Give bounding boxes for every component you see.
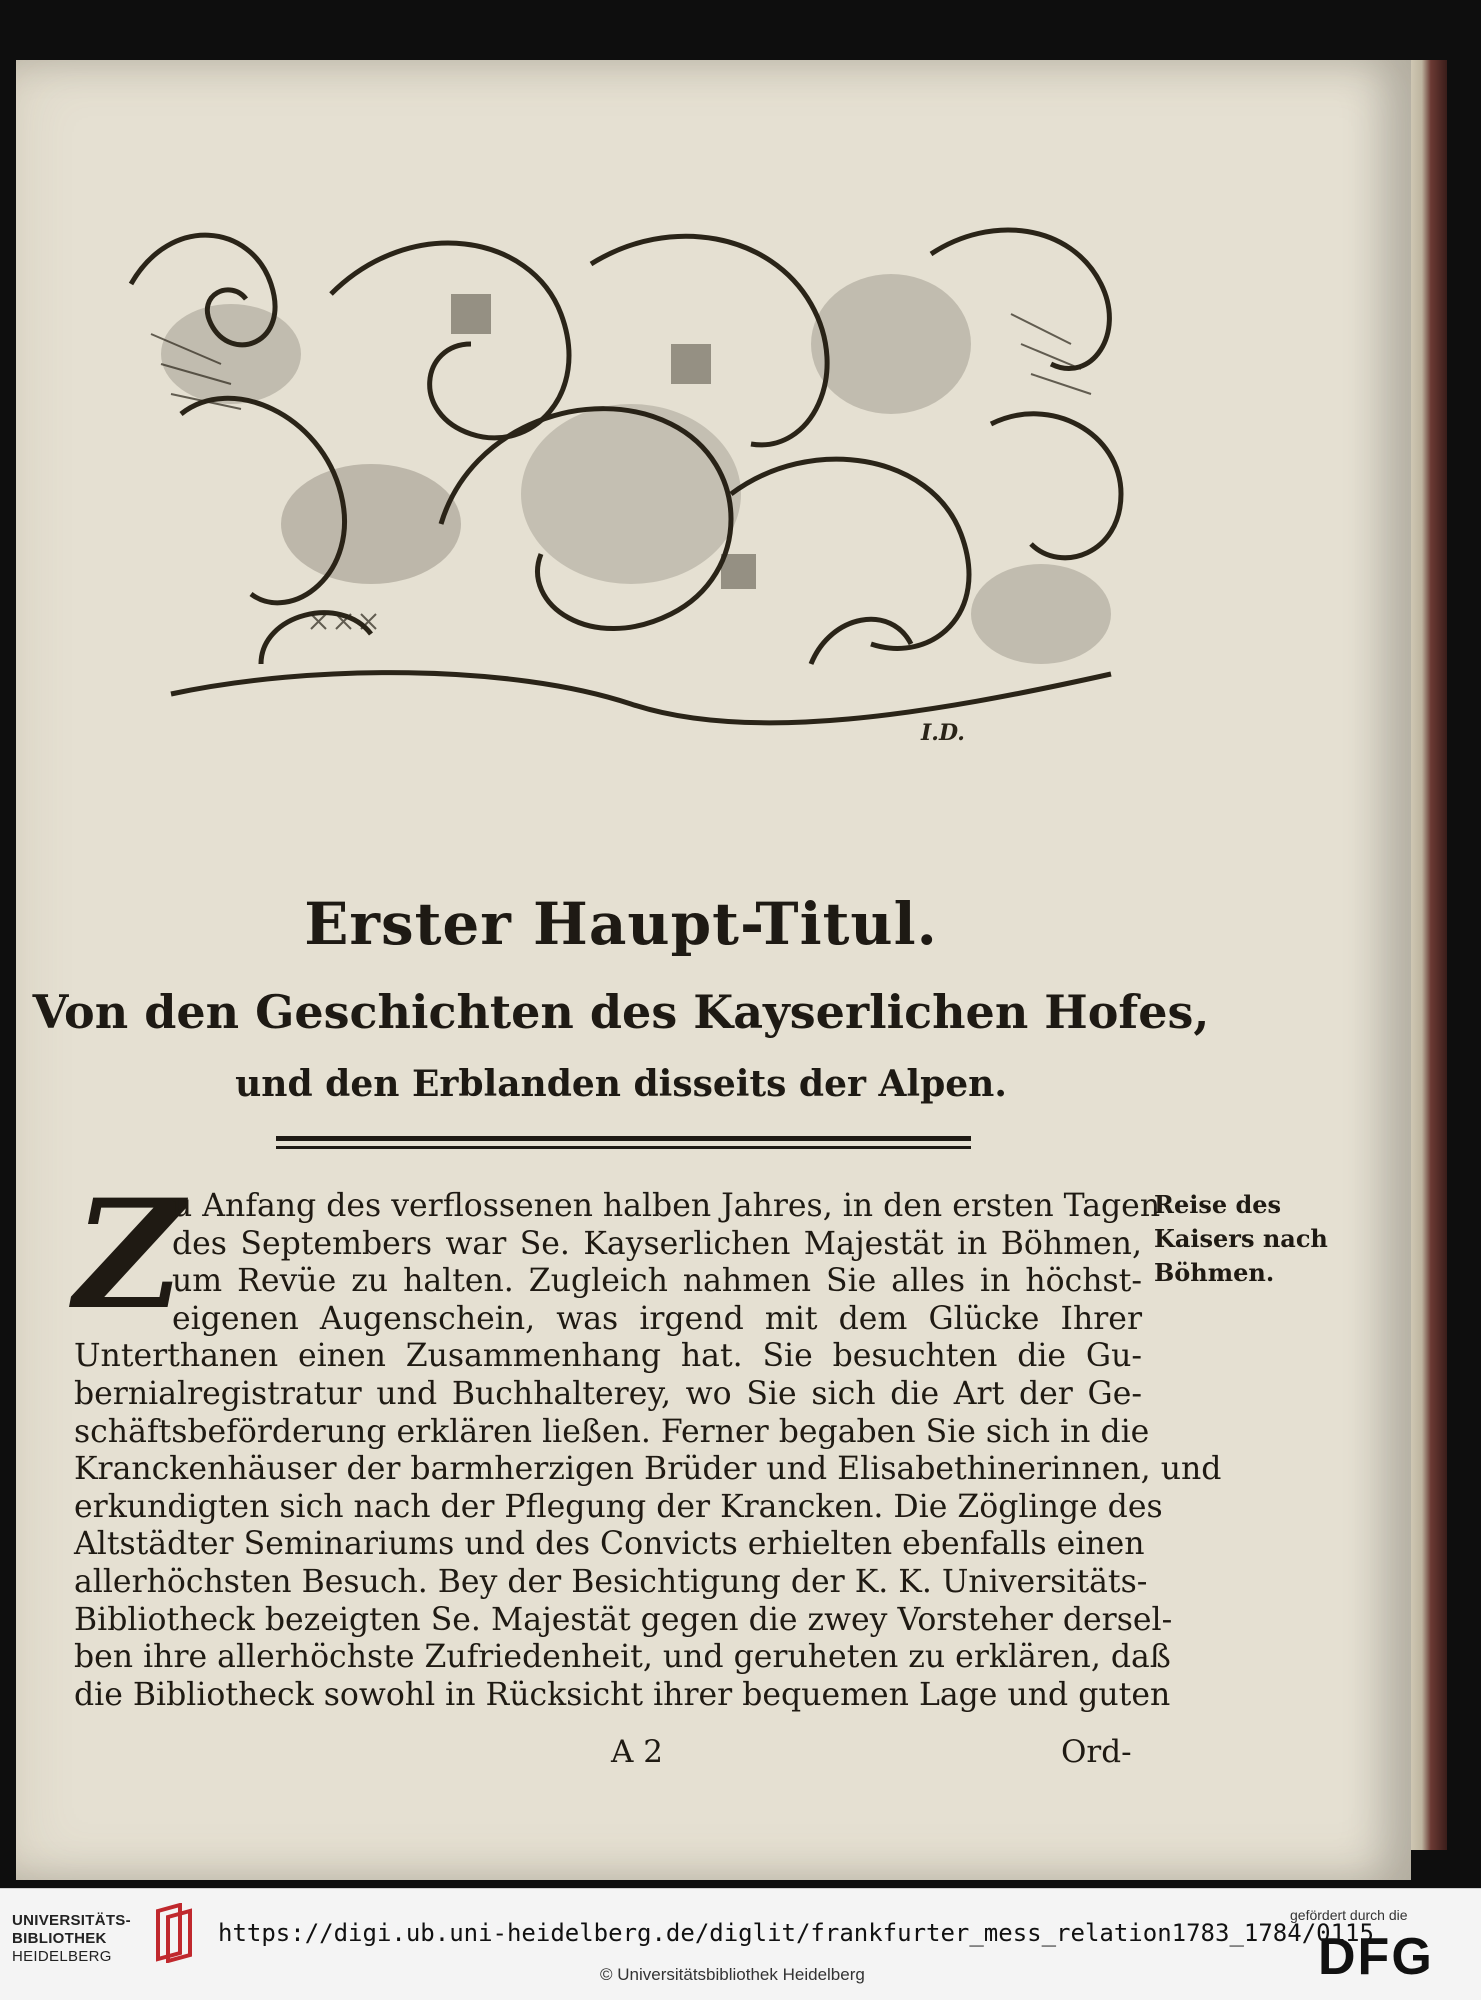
drop-capital: Z bbox=[74, 1167, 184, 1343]
margin-note-line: Kaisers nach bbox=[1154, 1224, 1328, 1253]
text-line: u Anfang des verflossenen halben Jahres, in den ersten Tagen bbox=[172, 1188, 1161, 1224]
ornamental-vignette bbox=[111, 194, 1146, 754]
text-line: Altstädter Seminariums und des Convicts erhielten ebenfalls einen bbox=[74, 1526, 1145, 1563]
copyright-text: © Universitätsbibliothek Heidelberg bbox=[600, 1965, 865, 1984]
chapter-subheading-2: und den Erblanden disseits der Alpen. bbox=[235, 1063, 1007, 1105]
chapter-subheading: Von den Geschichten des Kayserlichen Hofes, bbox=[32, 985, 1210, 1039]
margin-note bbox=[1154, 1188, 1328, 1290]
text-line: Kranckenhäuser der barmherzigen Brüder und Elisabethinerinnen, und bbox=[74, 1451, 1222, 1488]
text-line: allerhöchsten Besuch. Bey der Besichtigung der K. K. Universitäts- bbox=[74, 1563, 1148, 1600]
text-line: erkundigten sich nach der Pflegung der Krancken. Die Zöglinge des bbox=[74, 1488, 1163, 1525]
text-line: ben ihre allerhöchste Zufriedenheit, und geruheten zu erklären, daß bbox=[74, 1639, 1171, 1676]
double-rule-top bbox=[276, 1136, 971, 1141]
text-line: schäftsbeförderung erklären ließen. Ferner begaben Sie sich in die bbox=[74, 1413, 1150, 1450]
text-line: eigenen Augenschein, was irgend mit dem Glücke Ihrer bbox=[172, 1300, 1142, 1337]
text-line: um Revüe zu halten. Zugleich nahmen Sie alles in höchst- bbox=[172, 1263, 1142, 1300]
library-logo-icon[interactable] bbox=[150, 1903, 200, 1963]
library-name-line: BIBLIOTHEK bbox=[12, 1930, 107, 1947]
signature-mark: A 2 bbox=[611, 1734, 663, 1770]
library-logo-text[interactable] bbox=[12, 1912, 131, 1966]
dfg-logo[interactable]: DFG bbox=[1318, 1928, 1434, 1986]
book-page bbox=[16, 60, 1411, 1880]
chapter-heading: Erster Haupt-Titul. bbox=[304, 890, 938, 958]
text-line: die Bibliotheck sowohl in Rücksicht ihrer bequemen Lage und guten bbox=[74, 1676, 1171, 1713]
margin-note-line: Böhmen. bbox=[1154, 1258, 1275, 1287]
double-rule-bottom bbox=[276, 1146, 971, 1149]
margin-note-line: Reise des bbox=[1154, 1190, 1282, 1219]
text-line: bernialregistratur und Buchhalterey, wo Sie sich die Art der Ge- bbox=[74, 1375, 1142, 1412]
footer-bar bbox=[0, 1888, 1481, 2000]
text-line: des Septembers war Se. Kayserlichen Majestät in Böhmen, bbox=[172, 1225, 1142, 1262]
library-name-line: UNIVERSITÄTS- bbox=[12, 1912, 131, 1929]
funded-by-label: gefördert durch die bbox=[1290, 1907, 1408, 1923]
permalink-url[interactable]: https://digi.ub.uni-heidelberg.de/diglit/frankfurter_mess_relation1783_1784/0115 bbox=[218, 1919, 1374, 1947]
text-line: Bibliotheck bezeigten Se. Majestät gegen die zwey Vorsteher dersel- bbox=[74, 1601, 1173, 1638]
catchword: Ord- bbox=[1061, 1734, 1132, 1770]
page-edge bbox=[1411, 60, 1447, 1850]
vignette-signature: I.D. bbox=[921, 720, 965, 746]
text-line: Unterthanen einen Zusammenhang hat. Sie besuchten die Gu- bbox=[74, 1338, 1142, 1375]
library-name-line: HEIDELBERG bbox=[12, 1948, 112, 1965]
